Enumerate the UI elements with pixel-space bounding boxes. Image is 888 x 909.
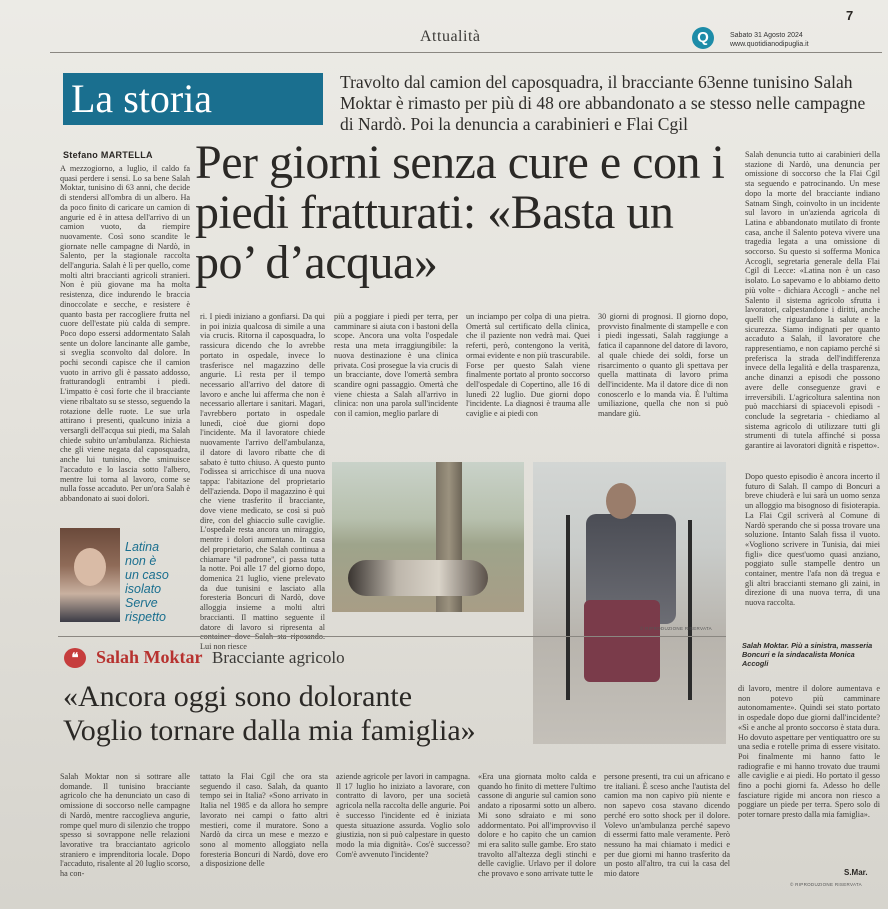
header-divider: [50, 52, 882, 53]
article-column-2: ri. I piedi iniziano a gonfiarsi. Da qui in poi inizia qualcosa di simile a una via crucis. Ritorna il caposquadra, lo rassicura dicendo che lo avrebbe portato in ospedale, invece lo trasferisce nel magazzino delle angurie. Lì resta per il tempo necessario all'arrivo del datore di lavoro e anche lui afferma che non è necessario allertare i sanitari. Magari, l'avrebbero portato in ospedale lunedì, cioè due giorni dopo l'incidente. Ma il lavoratore chiede nuovamente l'arrivo dell'ambulanza, il datore di lavoro ribatte che di sabato è tutto chiuso. A questo punto l'odissea si arricchisce di una nuova tappa: l'abitazione del proprietario dell'azienda. Dopo il magazzino è qui che viene trasferito il bracciante, dove viene medicato, se così si può dire, con del ghiaccio sulle caviglie. L'ospedale resta ancora un miraggio, mentre i dolori aumentano. In casa del proprietario, che Salah continua a chiamare "il padrone", ci passa tutta la notte. Poi alle 17 del giorno dopo, domenica 21 luglio, viene prelevato da due tunisini e lasciato alla foresteria Boncuri di Nardò, dove alloggia insieme a molti altri braccianti. Il mattino seguente il datore di lavoro si ripresenta al Lui non riesce: [200, 312, 325, 651]
inset-line: Serve: [125, 596, 158, 610]
issue-date: Sabato 31 Agosto 2024: [730, 32, 803, 39]
photo-caption: Salah Moktar. Più a sinistra, masseria Boncuri e la sindacalista Monica Accogli: [742, 641, 873, 668]
interview-column-5: persone presenti, tra cui un africano e tre italiani. È sceso anche l'autista del camion ma non capivo più niente e non sapevo cosa stavano dicendo perché ero sotto shock per il dolore. Volevo un'ambulanza perché sapevo di essermi fatto male veramente. Però nessuno ha mai chiamato i medici e per due giorni mi hanno trasferito da un posto all'altro, tra cui la casa del mio datore: [604, 772, 730, 879]
article-column-5: 30 giorni di prognosi. Il giorno dopo, provvisto finalmente di stampelle e con i piedi ingessati, Salah raggiunge a fatica il capannone del datore di lavoro, al quale chiede dei soldi, forse un risarcimento o quanto gli spettava per quella mattinata di lavoro prima dell'incidente. Ma il datore dice di non conoscerlo e lo manda via. È l'ultima umiliazione, quella che non si può mandare giù.: [598, 312, 728, 419]
interview-column-1: Salah Moktar non si sottrare alle domande. Il tunisino bracciante agricolo che ha denunciato un caso di omissione di soccorso nelle campagne di Nardò, mentre raccoglieva angurie, rompe quel muro di silenzio che troppo spesso si sovrappone nelle relazioni lavorative tra bracciantato agricolo straniero e imprenditoria locale. Dopo l'accaduto, risalente al 20 luglio scorso, ha con-: [60, 772, 190, 879]
photo-lying-man: [348, 560, 488, 596]
author-byline: Stefano MARTELLA: [63, 150, 153, 160]
newspaper-logo-icon: Q: [692, 27, 714, 49]
article-column-6: Salah denuncia tutto ai carabinieri della stazione di Nardò, una denuncia per omissione di soccorso che la Flai Cgil sta seguendo e patrocinando. Un mese dopo la morte del bracciante indiano Satnam Singh, coinvolto in un incidente sul lavoro in un'azienda agricola di Latina e abbandonato mutilato di fronte casa, anche il Salento poteva vivere una tragedia legata a una omissione di soccorso. Su questo si sofferma Monica Accogli, segretaria generale della Flai Cgil di Lecce: «Latina non è un caso isolato. Lo sapevamo e lo abbiamo detto più volte - dichiara Accogli - anche nel Salento il sistema agricolo sfrutta i lavoratori, calpestandone i diritti, anche quelli che riguardano la salute e la sicurezza. Siamo indignati per quanto accaduto a Salah, il lavoratore che rappresentiamo, e non capiamo perché si preferisca la strada dell'indifferenza invece della legalità e della trasparenza, anche dinanzi a episodi che possono avere delle conseguenze gravi e irreversibili. L'agricoltura salentina non può macchiarsi di spiacevoli episodi - conclude la segretaria - chiediamo al sistema agricolo di utilizzare tutti gli strumenti di tutela affinché si possa garantire ai lavoratori dignità e rispetto».: [745, 150, 880, 451]
inset-line: rispetto: [125, 610, 166, 624]
interviewee-role: Bracciante agricolo: [212, 648, 345, 667]
interview-column-6: di lavoro, mentre il dolore aumentava e non potevo più camminare autonomamente». Quindi sei stato portato in ospedale dopo due giorni dall'incidente? «Sì e anche al pronto soccorso è stata dura. Ho dovuto aspettare per ventiquattro ore su una sedia e rotelle prima di essere visitato. Poi finalmente mi hanno fatto le radiografie e mi hanno trovato due traumi alle caviglie e ai piedi. Ho portato il gesso fino a pochi giorni fa. Adesso ho delle fasciature rigide mi ancora non riesco a poggiare un piede per terra. Spero solo di poter tornare presto dalla mia famiglia».: [738, 684, 880, 820]
inset-line: un caso: [125, 568, 169, 582]
headline: Per giorni senza cure e con i piedi fratturati: «Basta un po’ d’acqua»: [195, 136, 725, 289]
accogli-face: [74, 548, 106, 586]
interview-column-4: «Era una giornata molto calda e quando ho finito di mettere l'ultimo cassone di angurie sul camion sono andato a riposarmi sotto un albero. Mi sono sdraiato e mi sono addormentato. Poi all'improvviso il dolore e ho capito che un camion mi era salito sulle gambe. Ero stato travolto all'altezza degli stinchi e delle caviglie. Urlavo per il dolore che provavo e sono arrivate tutte le: [478, 772, 596, 879]
inset-line: isolato: [125, 582, 162, 596]
inset-line: Latina: [125, 540, 160, 554]
quote-icon: ❝: [64, 648, 86, 668]
article-column-4: un inciampo per colpa di una pietra. Omertà sul certificato della clinica, che il paziente non vedrà mai. Quei referti, però, contengono la verità, ormai evidente e non più trascurabile. Forse per questo Salah viene finalmente portato al pronto soccorso dell'ospedale di Copertino, alle 16 di lunedì 22 luglio. Due giorni dopo l'incidente. La diagnosi è trauma alle caviglie e ai piedi con: [466, 312, 590, 419]
article-column-1: A mezzogiorno, a luglio, il caldo fa quasi perdere i sensi. Lo sa bene Salah Moktar, tunisino di 63 anni, che decide di stendersi all'ombra di un albero. Ha da poco finito di caricare un camion di angurie ed è in attesa dell'arrivo di un camion vuoto, da riempire nuovamente. Così sono scandite le giornate nelle campagne di Nardò, in Salento, per la stagionale raccolta dell'anguria. Salah è lì per quello, come molti altri braccianti agricoli stranieri. Non è più giovane ma ha molta resistenza, dice indurendo le braccia dinoccolate e secche, e resistere è quanto basta per raccogliere frutta nel cuore dell'estate più calda di sempre. Poco dopo essersi addormentato Salah sente un dolore lancinante alle gambe, si sveglia sconvolto dal dolore. In pochi secondi capisce che il camion vuoto in arrivo gli è passato addosso, fratturandogli entrambi i piedi. L'impatto è così forte che il bracciante viene ribaltato su se stesso, seguendo la rotazione delle ruote. Le sue urla attirano i presenti, qualcuno inizia a versargli dell'acqua sui piedi, ma Salah chiede subito un'ambulanza. Richiesta che gli viene negata dal caposquadra, anche lui tunisino, che sminuisce l'accaduto e lo lascia sotto l'albero, mentre lui torna al lavoro, come se nulla fosse accaduto. Per un'ora Salah è abbandonato ai suoi dolori.: [60, 164, 190, 503]
interview-headline: [63, 680, 563, 748]
interview-column-3: aziende agricole per lavori in campagna. Il 17 luglio ho iniziato a lavorare, con contratto di lavoro, per una società agricola nella raccolta delle angurie. Poi è successo l'incidente ed è iniziata questa situazione assurda. Voglio solo giustizia, non si può calpestare in questo modo la mia dignità». Cos'è successo? Com'è avvenuto l'incidente?: [336, 772, 470, 859]
deck-text: Travolto dal camion del caposquadra, il bracciante 63enne tunisino Salah Moktar è rimasto per più di 48 ore abbandonato a se stesso nelle campagne di Nardò. Poi la denuncia a carabinieri e Flai Cgil: [340, 72, 866, 134]
interview-credit: © RIPRODUZIONE RISERVATA: [790, 882, 862, 887]
interview-column-2: tattato la Flai Cgil che ora sta seguendo il caso. Salah, da quanto tempo sei in Italia? «Sono arrivato in Italia nel 1985 e da allora ho sempre lavorato nei campi o fatto altri mestieri, come il muratore. Sono a Nardò da circa un mese e mezzo e sono al momento alloggiato nella foresteria Boncuri di Nardò, dove ero a disposizione delle: [200, 772, 328, 869]
photo-salah-legs: [584, 600, 660, 682]
inset-line: non è: [125, 554, 157, 568]
kicker-label: La storia: [63, 73, 323, 125]
inset-box: [125, 540, 207, 624]
interview-headline-line: Voglio tornare dalla mia famiglia»: [63, 714, 476, 747]
interviewee-name: Salah Moktar: [96, 647, 203, 667]
signature: S.Mar.: [844, 868, 868, 877]
section-label: Attualità: [420, 28, 481, 45]
interview-divider: [58, 636, 726, 637]
issue-date-block: [730, 31, 809, 49]
crutch-left: [566, 515, 570, 700]
article-column-7: Dopo questo episodio è ancora incerto il futuro di Salah. Il campo di Boncuri a breve chiuderà e lui sarà un uomo senza un alloggio ma bisognoso di fisioterapia. La Flai Cgil scriverà al Comune di Nardò sperando che si possa trovare una soluzione. Intanto Salah fissa il vuoto. «Vogliono scrivere in Tunisia, dai miei figli» dice quest'uomo quasi anziano, poggiato sulle stampelle dentro un container, mentre l'afa non dà tregua e gli altri braccianti stemano gli zaini, in direzione di una nuova terra, di una nuova raccolta.: [745, 472, 880, 608]
crutch-right: [688, 520, 692, 700]
site-url: www.quotidianodipuglia.it: [730, 41, 809, 48]
page-number: 7: [846, 8, 854, 23]
photo-credit: © RIPRODUZIONE RISERVATA: [640, 626, 712, 631]
interview-headline-line: «Ancora oggi sono dolorante: [63, 680, 413, 713]
article-column-3: più a poggiare i piedi per terra, per camminare si aiuta con i bastoni della scope. Ancora una volta l'ospedale resta una meta irraggiungibile: la nuova destinazione è una clinica privata. Così prosegue la via crucis di un bracciante, dove l'omertà sembra scandire ogni passaggio. Omertà che viene chiesta a Salah all'arrivo in clinica: non una parola sull'incidente con il camion, meglio parlare di: [334, 312, 458, 419]
photo-salah-head: [606, 483, 636, 519]
